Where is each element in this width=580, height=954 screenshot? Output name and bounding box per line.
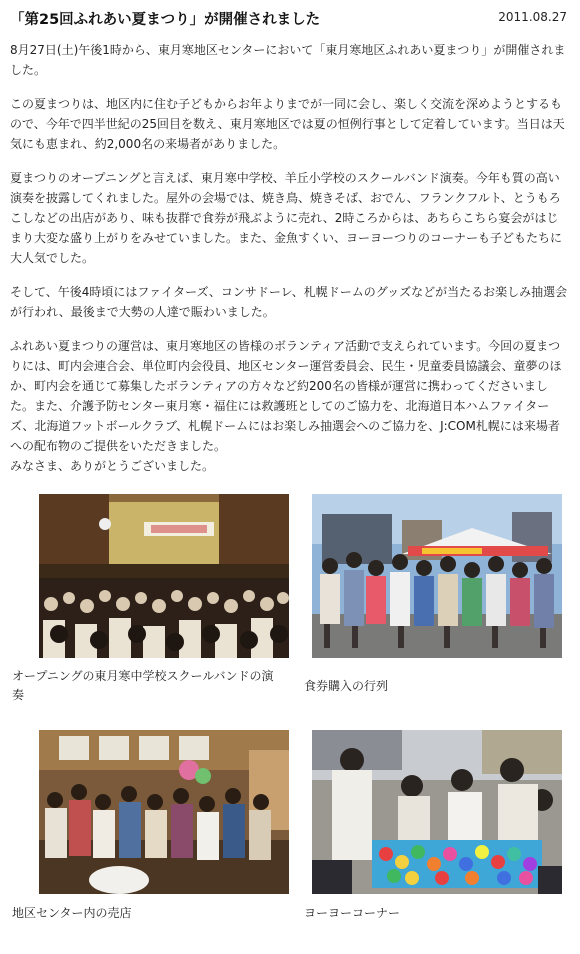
article-closing: みなさま、ありがとうございました。: [10, 459, 215, 473]
photo-caption: ヨーヨーコーナー: [304, 906, 401, 920]
article-body: [10, 40, 570, 490]
photo-school-band: [39, 494, 289, 658]
photo-caption: 食券購入の行列: [304, 679, 389, 693]
article-paragraph: この夏まつりは、地区内に住む子どもからお年よりまでが一同に会し、楽しく交流を深めようとするもので、今年で四半世紀の25回目を数え、東月寒地区では夏の恒例行事として定着しています。当日は天気にも恵まれ、約2,000名の来場者がありました。: [10, 97, 565, 151]
photo-center-shop: [39, 730, 289, 894]
article-header: [0, 6, 580, 32]
photo-caption: 地区センター内の売店: [12, 906, 132, 920]
article-paragraph: 夏まつりのオープニングと言えば、東月寒中学校、羊丘小学校のスクールバンド演奏。今年も質の高い演奏を披露してくれました。屋外の会場では、焼き鳥、焼きそば、おでん、フランクフルト、とうもろこしなどの出店があり、味も抜群で食券が飛ぶように売れ、2時ころからは、あちらこちら宴会がはじまり大変な盛り上がりをみせていました。また、金魚すくい、ヨーヨーつりのコーナーも子どもたちに大人気でした。: [10, 171, 563, 265]
photo-caption: オープニングの東月寒中学校スクールバンドの演奏: [12, 669, 274, 702]
article-title: 「第25回ふれあい夏まつり」が開催されました: [10, 12, 321, 28]
article-date: 2011.08.27: [498, 10, 567, 24]
center-shop-image: [39, 730, 289, 894]
article-paragraph: 8月27日(土)午後1時から、東月寒地区センターにおいて「東月寒地区ふれあい夏まつり」が開催されました。: [10, 43, 566, 77]
photo-yoyo-corner: [312, 730, 562, 894]
ticket-queue-image: [312, 494, 562, 658]
article-paragraph: そして、午後4時頃にはファイターズ、コンサドーレ、札幌ドームのグッズなどが当たるお楽しみ抽選会が行われ、最後まで大勢の人達で賑わいました。: [10, 285, 568, 319]
photo-ticket-queue: [312, 494, 562, 658]
article-paragraph: ふれあい夏まつりの運営は、東月寒地区の皆様のボランティア活動で支えられています。今回の夏まつりには、町内会連合会、単位町内会役員、地区センター運営委員会、民生・児童委員協議会、童夢のほか、町内会を通じて募集したボランティアの方々など約200名の皆様が運営に携わってくださいました。また、介護予防センター東月寒・福住には救護班としてのご協力を、北海道日本ハムファイターズ、北海道フットボールクラブ、札幌ドームにはお楽しみ抽選会へのご協力を、J:COM札幌には来場者への配布物のご提供をいただきました。: [10, 339, 562, 453]
yoyo-corner-image: [312, 730, 562, 894]
school-band-image: [39, 494, 289, 658]
